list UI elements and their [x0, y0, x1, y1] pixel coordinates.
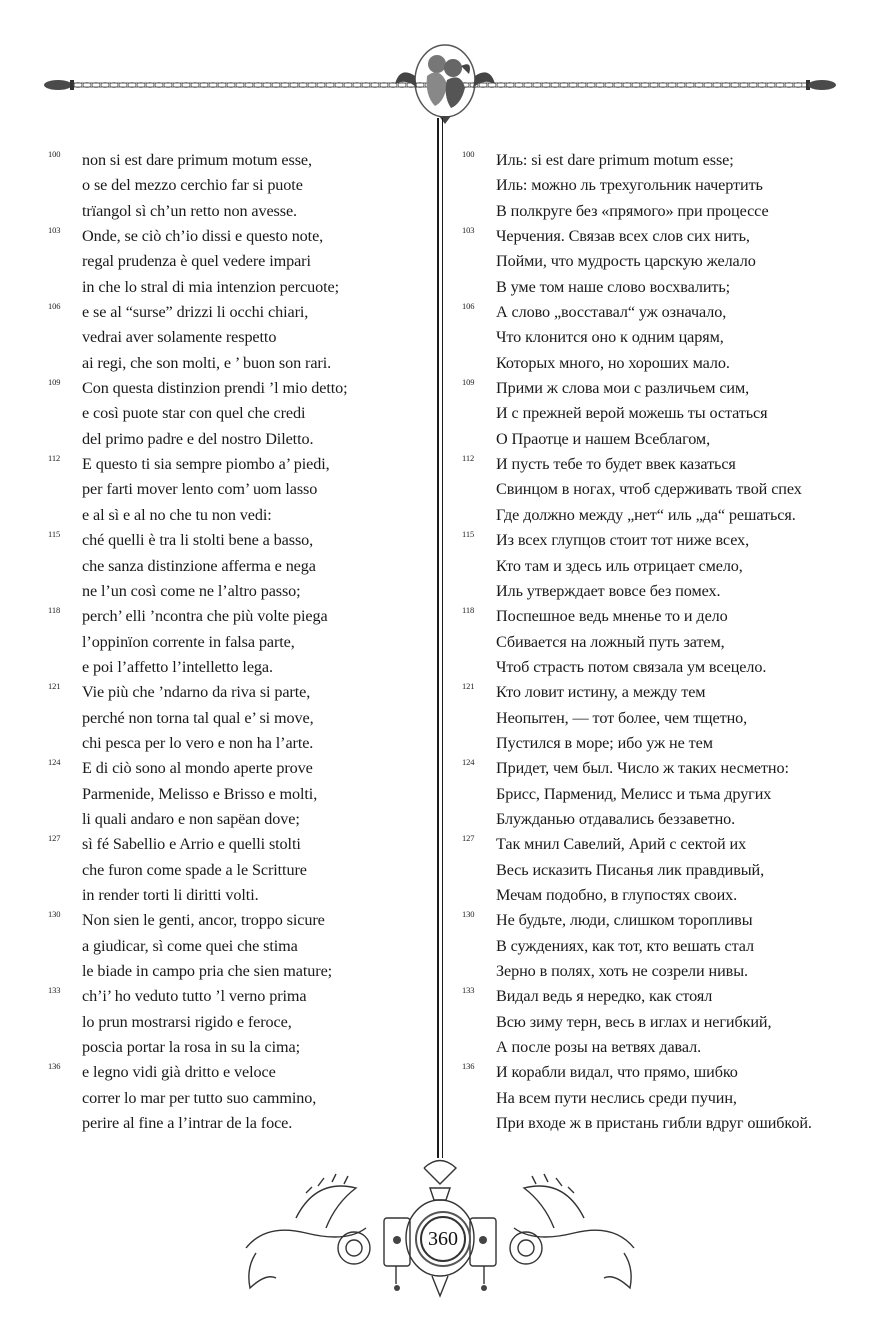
- verse-line: [48, 452, 428, 477]
- line-number: 130: [48, 909, 61, 920]
- verse-text: l’oppinïon corrente in falsa parte,: [82, 632, 295, 651]
- verse-line: [462, 984, 862, 1009]
- verse-text: Non sien le genti, ancor, troppo sicure: [82, 911, 325, 930]
- verse-line: [48, 959, 428, 984]
- verse-line: [462, 325, 862, 350]
- verse-line: [462, 249, 862, 274]
- verse-text: Брисс, Парменид, Мелисс и тьма других: [496, 784, 772, 803]
- verse-line: [48, 376, 428, 401]
- verse-text: in che lo stral di mia intenzion percuote;: [82, 277, 339, 296]
- line-number: 103: [48, 225, 61, 236]
- verse-text: che sanza distinzione afferma e nega: [82, 556, 316, 575]
- line-number: 115: [48, 529, 61, 540]
- verse-line: [48, 630, 428, 655]
- verse-text: Иль утверждает вовсе без помех.: [496, 581, 721, 600]
- verse-line: [462, 756, 862, 781]
- verse-line: [48, 604, 428, 629]
- line-number: 127: [48, 833, 61, 844]
- verse-text: Что клонится оно к одним царям,: [496, 328, 724, 347]
- verse-text: Неопытен, — тот более, чем тщетно,: [496, 708, 748, 727]
- line-number: 136: [462, 1061, 475, 1072]
- verse-line: [48, 1035, 428, 1060]
- verse-text: В уме том наше слово восхвалить;: [496, 277, 731, 296]
- verse-line: [48, 934, 428, 959]
- verse-text: В полкруге без «прямого» при процессе: [496, 201, 769, 220]
- verse-line: [48, 579, 428, 604]
- column-divider: [437, 118, 443, 1158]
- verse-line: [462, 579, 862, 604]
- verse-line: [48, 756, 428, 781]
- verse-line: [48, 655, 428, 680]
- verse-text: che furon come spade a le Scritture: [82, 860, 307, 879]
- verse-text: Con questa distinzion prendi ’l mio detto;: [82, 379, 348, 398]
- verse-text: sì fé Sabellio e Arrio e quelli stolti: [82, 835, 301, 854]
- verse-line: [48, 427, 428, 452]
- verse-text: Кто ловит истину, а между тем: [496, 683, 706, 702]
- line-number: 106: [48, 301, 61, 312]
- verse-text: Иль: можно ль трехугольник начертить: [496, 176, 763, 195]
- line-number: 124: [462, 757, 475, 768]
- verse-text: О Праотце и нашем Всеблагом,: [496, 429, 711, 448]
- verse-line: [462, 706, 862, 731]
- verse-text: Не будьте, люди, слишком торопливы: [496, 911, 753, 930]
- verse-line: [48, 503, 428, 528]
- verse-text: Чтоб страсть потом связала ум всецело.: [496, 657, 767, 676]
- verse-text: Зерно в полях, хоть не созрели нивы.: [496, 962, 748, 980]
- verse-text: trïangol sì ch’un retto non avesse.: [82, 201, 297, 220]
- verse-text: perché non torna tal qual e’ si move,: [82, 708, 314, 727]
- verse-text: Черчения. Связав всех слов сих нить,: [496, 227, 750, 246]
- verse-line: [462, 528, 862, 553]
- verse-line: [462, 832, 862, 857]
- line-number: 124: [48, 757, 61, 768]
- verse-text: ch’i’ ho veduto tutto ’l verno prima: [82, 987, 307, 1006]
- verse-line: [48, 908, 428, 933]
- verse-line: [48, 173, 428, 198]
- verse-line: [462, 173, 862, 198]
- verse-line: [462, 807, 862, 832]
- verse-line: [462, 503, 862, 528]
- verse-line: [462, 934, 862, 959]
- verse-text: e poi l’affetto l’intelletto lega.: [82, 657, 273, 676]
- verse-line: [462, 959, 862, 984]
- verse-text: При входе ж в пристань гибли вдруг ошибкой.: [496, 1114, 812, 1133]
- verse-text: А после розы на ветвях давал.: [496, 1038, 702, 1057]
- verse-line: [462, 1086, 862, 1111]
- verse-text: in render torti li diritti volti.: [82, 885, 259, 904]
- verse-line: [48, 731, 428, 756]
- verse-line: [462, 604, 862, 629]
- verse-line: [462, 1111, 862, 1136]
- line-number: 112: [462, 453, 475, 464]
- verse-text: poscia portar la rosa in su la cima;: [82, 1038, 301, 1057]
- line-number: 130: [462, 909, 475, 920]
- verse-line: [462, 401, 862, 426]
- verse-line: [462, 300, 862, 325]
- verse-line: [462, 782, 862, 807]
- verse-text: В суждениях, как тот, кто вешать стал: [496, 936, 754, 955]
- russian-column: [462, 148, 862, 1136]
- verse-line: [48, 680, 428, 705]
- line-number: 118: [48, 605, 61, 616]
- verse-text: Всю зиму терн, весь в иглах и негибкий,: [496, 1012, 772, 1031]
- verse-line: [48, 477, 428, 502]
- verse-text: Весь исказить Писанья лик правдивый,: [496, 860, 765, 879]
- verse-text: e legno vidi già dritto e veloce: [82, 1063, 276, 1082]
- verse-line: [48, 199, 428, 224]
- verse-text: perch’ elli ’ncontra che più volte piega: [82, 607, 328, 626]
- verse-line: [462, 858, 862, 883]
- line-number: 127: [462, 833, 475, 844]
- verse-text: На всем пути неслись среди пучин,: [496, 1088, 737, 1107]
- line-number: 112: [48, 453, 61, 464]
- line-number: 133: [462, 985, 475, 996]
- verse-text: И пусть тебе то будет ввек казаться: [496, 455, 736, 474]
- verse-line: [462, 275, 862, 300]
- verse-text: perire al fine a l’intrar de la foce.: [82, 1114, 293, 1133]
- verse-text: e al sì e al no che tu non vedi:: [82, 505, 272, 524]
- verse-text: Иль: si est dare primum motum esse;: [496, 151, 734, 169]
- verse-line: [462, 452, 862, 477]
- verse-line: [462, 148, 862, 173]
- verse-line: [48, 300, 428, 325]
- verse-line: [48, 351, 428, 376]
- verse-text: chi pesca per lo vero e non ha l’arte.: [82, 733, 314, 752]
- verse-line: [48, 249, 428, 274]
- verse-text: o se del mezzo cerchio far si puote: [82, 176, 303, 195]
- verse-text: Где должно между „нет“ иль „да“ решаться.: [496, 505, 796, 524]
- verse-text: a giudicar, sì come quei che stima: [82, 936, 298, 955]
- line-number: 115: [462, 529, 475, 540]
- verse-text: Onde, se ciò ch’io dissi e questo note,: [82, 227, 324, 246]
- verse-text: А слово „восставал“ уж означало,: [496, 303, 727, 322]
- verse-line: [48, 554, 428, 579]
- verse-text: non si est dare primum motum esse,: [82, 151, 312, 169]
- line-number: 106: [462, 301, 475, 312]
- verse-line: [462, 655, 862, 680]
- verse-text: Parmenide, Melisso e Brisso e molti,: [82, 784, 318, 803]
- verse-line: [48, 782, 428, 807]
- verse-text: Блужданью отдавались беззаветно.: [496, 809, 736, 828]
- verse-line: [462, 908, 862, 933]
- verse-line: [48, 883, 428, 908]
- verse-line: [48, 706, 428, 731]
- line-number: 118: [462, 605, 475, 616]
- verse-line: [462, 351, 862, 376]
- verse-text: e così puote star con quel che credi: [82, 404, 306, 423]
- verse-text: li quali andaro e non sapëan dove;: [82, 809, 300, 828]
- verse-text: Прими ж слова мои с различьем сим,: [496, 379, 750, 398]
- verse-text: Придет, чем был. Число ж таких несметно:: [496, 759, 789, 778]
- verse-text: И корабли видал, что прямо, шибко: [496, 1063, 738, 1082]
- verse-line: [48, 807, 428, 832]
- verse-line: [48, 832, 428, 857]
- verse-text: Пойми, что мудрость царскую желало: [496, 252, 756, 271]
- verse-text: ai regi, che son molti, e ’ buon son rari.: [82, 353, 332, 372]
- verse-line: [462, 376, 862, 401]
- verse-text: regal prudenza è quel vedere impari: [82, 252, 311, 271]
- verse-text: e se al “surse” drizzi li occhi chiari,: [82, 303, 309, 322]
- line-number: 103: [462, 225, 475, 236]
- verse-line: [48, 275, 428, 300]
- verse-text: E di ciò sono al mondo aperte prove: [82, 759, 313, 778]
- verse-text: И с прежней верой можешь ты остаться: [496, 404, 768, 423]
- verse-text: Сбивается на ложный путь затем,: [496, 632, 725, 651]
- verse-line: [462, 224, 862, 249]
- verse-text: correr lo mar per tutto suo cammino,: [82, 1088, 317, 1107]
- verse-text: Из всех глупцов стоит тот ниже всех,: [496, 531, 750, 550]
- verse-line: [48, 148, 428, 173]
- line-number: 121: [48, 681, 61, 692]
- line-number: 109: [48, 377, 61, 388]
- verse-line: [48, 528, 428, 553]
- verse-line: [462, 1035, 862, 1060]
- verse-text: ché quelli è tra li stolti bene a basso,: [82, 531, 314, 550]
- verse-line: [462, 630, 862, 655]
- verse-line: [462, 199, 862, 224]
- italian-column: [48, 148, 428, 1136]
- verse-line: [48, 984, 428, 1009]
- verse-line: [48, 325, 428, 350]
- verse-text: Vie più che ’ndarno da riva si parte,: [82, 683, 311, 702]
- verse-text: Свинцом в ногах, чтоб сдерживать твой спех: [496, 480, 802, 499]
- verse-text: Мечам подобно, в глупостях своих.: [496, 885, 738, 904]
- verse-line: [462, 883, 862, 908]
- verse-text: E questo ti sia sempre piombo a’ piedi,: [82, 455, 330, 474]
- verse-line: [462, 1060, 862, 1085]
- line-number: 100: [462, 149, 475, 159]
- line-number: 100: [48, 149, 61, 159]
- cherubs-medallion-icon: [395, 36, 495, 126]
- verse-line: [48, 1086, 428, 1111]
- line-number: 109: [462, 377, 475, 388]
- verse-line: [462, 477, 862, 502]
- verse-line: [48, 224, 428, 249]
- verse-line: [462, 1010, 862, 1035]
- line-number: 133: [48, 985, 61, 996]
- verse-text: Кто там и здесь иль отрицает смело,: [496, 556, 743, 575]
- line-number: 121: [462, 681, 475, 692]
- verse-text: ne l’un così come ne l’altro passo;: [82, 581, 301, 600]
- verse-text: lo prun mostrarsi rigido e feroce,: [82, 1012, 292, 1031]
- verse-text: Так мнил Савелий, Арий с сектой их: [496, 835, 747, 854]
- verse-text: Пустился в море; ибо уж не тем: [496, 733, 713, 752]
- verse-text: Поспешное ведь мненье то и дело: [496, 607, 728, 626]
- verse-line: [462, 554, 862, 579]
- verse-line: [462, 427, 862, 452]
- verse-line: [48, 401, 428, 426]
- verse-text: Видал ведь я нередко, как стоял: [496, 987, 713, 1006]
- verse-line: [462, 731, 862, 756]
- verse-text: vedrai aver solamente respetto: [82, 328, 277, 347]
- verse-text: le biade in campo pria che sien mature;: [82, 962, 333, 980]
- page-number: 360: [428, 1228, 458, 1250]
- verse-line: [462, 680, 862, 705]
- line-number: 136: [48, 1061, 61, 1072]
- page-number-medallion: [420, 1216, 466, 1262]
- verse-line: [48, 1010, 428, 1035]
- verse-text: per farti mover lento com’ uom lasso: [82, 480, 318, 499]
- verse-line: [48, 1060, 428, 1085]
- verse-text: del primo padre e del nostro Diletto.: [82, 429, 314, 448]
- verse-line: [48, 1111, 428, 1136]
- verse-line: [48, 858, 428, 883]
- verse-text: Которых много, но хороших мало.: [496, 353, 730, 372]
